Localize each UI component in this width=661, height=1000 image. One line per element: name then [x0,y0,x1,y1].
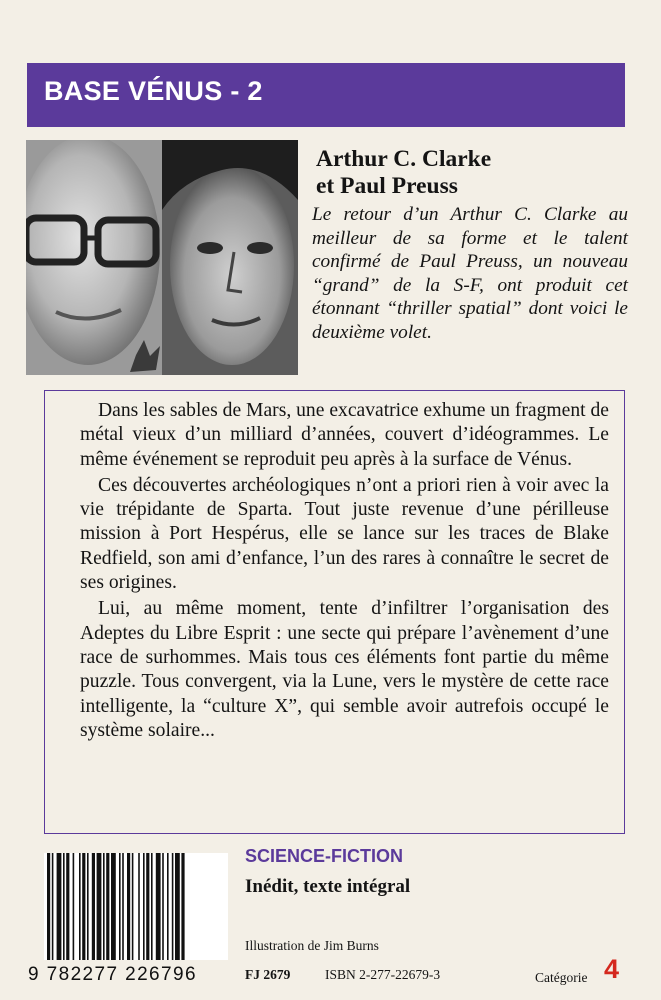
illustration-credit: Illustration de Jim Burns [245,938,379,953]
category-label: Catégorie [535,970,588,985]
synopsis-paragraph: Ces découvertes archéologiques n’ont a priori rien à voir avec la vie trépidante de Sparta. Tout juste revenue d’une périlleuse mission à Port Hespérus, elle se lance sur les traces de Blake Redfield, son ami d’enfance, l’un des rares à connaître le secret de ses origines. [80,474,609,594]
edition-note: Inédit, texte intégral [245,876,411,897]
author-photo-preuss [162,140,298,375]
barcode [44,853,228,960]
publisher-code [245,967,290,983]
category-number: 4 [604,954,620,984]
blurb [312,203,628,344]
series-title: BASE VÉNUS - 2 [44,76,263,106]
blurb-text: Le retour d’un Arthur C. Clarke au meilleur de sa forme et le talent confirmé de Paul Preuss, un nouveau “grand” de la S-F, ont produit cet étonnant “thriller spatial” dont voici le deuxième volet. [312,204,628,343]
publisher-code-text: FJ 2679 [245,967,291,982]
synopsis-paragraph: Lui, au même moment, tente d’infiltrer l’organisation des Adeptes du Libre Esprit : une secte qui prépare l’avènement d’une race de surhommes. Mais tous ces éléments font partie du même puzzle. Tous convergent, via la Lune, vers le mystère de cette race intelligente, la “culture X”, qui semble avoir autrefois occupé le système solaire... [80,598,609,741]
isbn: ISBN 2-277-22679-3 [325,967,441,982]
author-name-2: et Paul Preuss [316,173,458,199]
author-photo-clarke [26,140,162,375]
series-title-band [27,63,625,127]
author-names [316,146,626,200]
barcode-digits: 9 782277 226796 [28,964,197,985]
synopsis-paragraph: Dans les sables de Mars, une excavatrice exhume un fragment de métal vieux d’un milliard d’années, couvert d’idéogrammes. Le même événement se reproduit peu après à la surface de Vénus. [80,400,609,470]
author-name-1: Arthur C. Clarke [316,146,492,172]
synopsis-box [44,390,625,834]
genre-label: SCIENCE-FICTION [245,846,404,866]
